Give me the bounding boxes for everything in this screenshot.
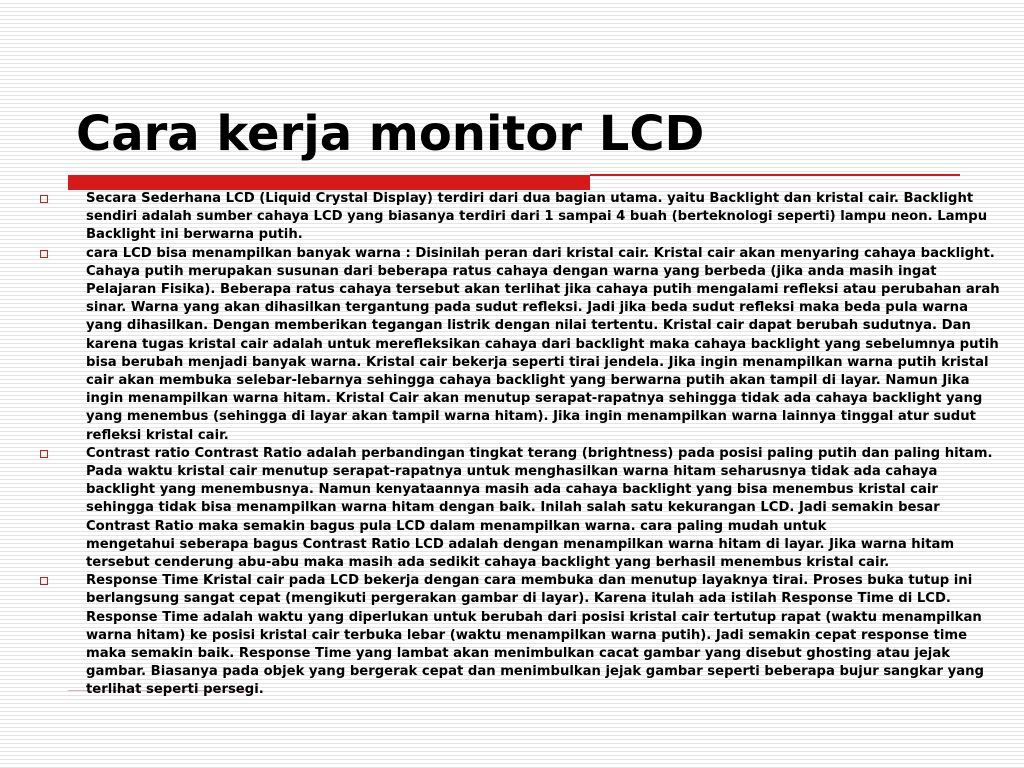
bullet-list bbox=[40, 190, 1000, 700]
hollow-square-icon bbox=[40, 450, 48, 458]
hollow-square-icon bbox=[40, 250, 48, 258]
title-accent-bar bbox=[68, 175, 590, 190]
list-item bbox=[40, 190, 1000, 245]
list-item bbox=[40, 445, 1000, 572]
list-item bbox=[40, 572, 1000, 699]
hollow-square-icon bbox=[40, 577, 48, 585]
hollow-square-icon bbox=[40, 195, 48, 203]
bullet-text: Secara Sederhana LCD (Liquid Crystal Display) terdiri dari dua bagian utama. yaitu Backlight dan kristal cair. Backlight sendiri adalah sumber cahaya LCD yang biasanya terdiri dari 1 sampai 4 buah (berteknologi seperti) lampu neon. Lampu Backlight ini berwarna putih. bbox=[86, 191, 988, 243]
bullet-text: cara LCD bisa menampilkan banyak warna : Disinilah peran dari kristal cair. Kristal cair akan menyaring cahaya backlight. Cahaya putih merupakan susunan dari beberapa ratus cahaya dengan warna yang berbeda (jika anda masih ingat Pelajaran Fisika). Beberapa ratus cahaya tersebut akan terlihat jika cahaya putih mengalami refleksi atau perubahan arah sinar. Warna yang akan dihasilkan tergantung pada sudut refleksi. Jadi jika beda sudut refleksi maka beda pula warna yang dihasilkan. Dengan memberikan tegangan listrik dengan nilai tertentu. Kristal cair dapat berubah sudutnya. Dan karena tugas kristal cair adalah untuk merefleksikan cahaya dari backlight maka cahaya backlight yang sebelumnya putih bisa berubah menjadi banyak warna. Kristal cair bekerja seperti tirai jendela. Jika ingin menampilkan warna putih kristal cair akan membuka selebar-lebarnya sehingga cahaya backlight yang berwarna putih akan tampil di layar. Namun Jika ingin menampilkan warna hitam. Kristal Cair akan menutup serapat-rapatnya sehingga tidak ada cahaya backlight yang yang menembus (sehingga di layar akan tampil warna hitam). Jika ingin menampilkan warna lainnya tinggal atur sudut refleksi kristal cair. bbox=[86, 245, 1000, 443]
bullet-text: Contrast ratio Contrast Ratio adalah perbandingan tingkat terang (brightness) pada posisi paling putih dan paling hitam. Pada waktu kristal cair menutup serapat-rapatnya untuk menghasilkan warna hitam seharusnya tidak ada cahaya backlight yang menembusnya. Namun kenyataannya masih ada cahaya backlight yang bisa menembus kristal cair sehingga tidak bisa menampilkan warna hitam dengan baik. Inilah salah satu kekurangan LCD. Jadi semakin besar Contrast Ratio maka semakin bagus pula LCD dalam menampilkan warna. cara paling mudah untuk mengetahui seberapa bagus Contrast Ratio LCD adalah dengan menampilkan warna hitam di layar. Jika warna hitam tersebut cenderung abu-abu maka masih ada sedikit cahaya backlight yang berhasil menembus kristal cair. bbox=[86, 445, 993, 571]
list-item bbox=[40, 245, 1000, 445]
title-underline-rule bbox=[590, 174, 960, 176]
bullet-text: Response Time Kristal cair pada LCD bekerja dengan cara membuka dan menutup layaknya tirai. Proses buka tutup ini berlangsung sangat cepat (mengikuti pergerakan gambar di layar). Karena itulah ada istilah Response Time di LCD. Response Time adalah waktu yang diperlukan untuk berubah dari posisi kristal cair tertutup rapat (waktu menampilkan warna hitam) ke posisi kristal cair terbuka lebar (waktu menampilkan warna putih). Jadi semakin cepat response time maka semakin baik. Response Time yang lambat akan menimbulkan cacat gambar yang disebut ghosting atau jejak gambar. Biasanya pada objek yang bergerak cepat dan menimbulkan jejak gambar seperti beberapa bujur sangkar yang terlihat seperti persegi. bbox=[86, 573, 984, 698]
slide-title: Cara kerja monitor LCD bbox=[76, 106, 705, 162]
